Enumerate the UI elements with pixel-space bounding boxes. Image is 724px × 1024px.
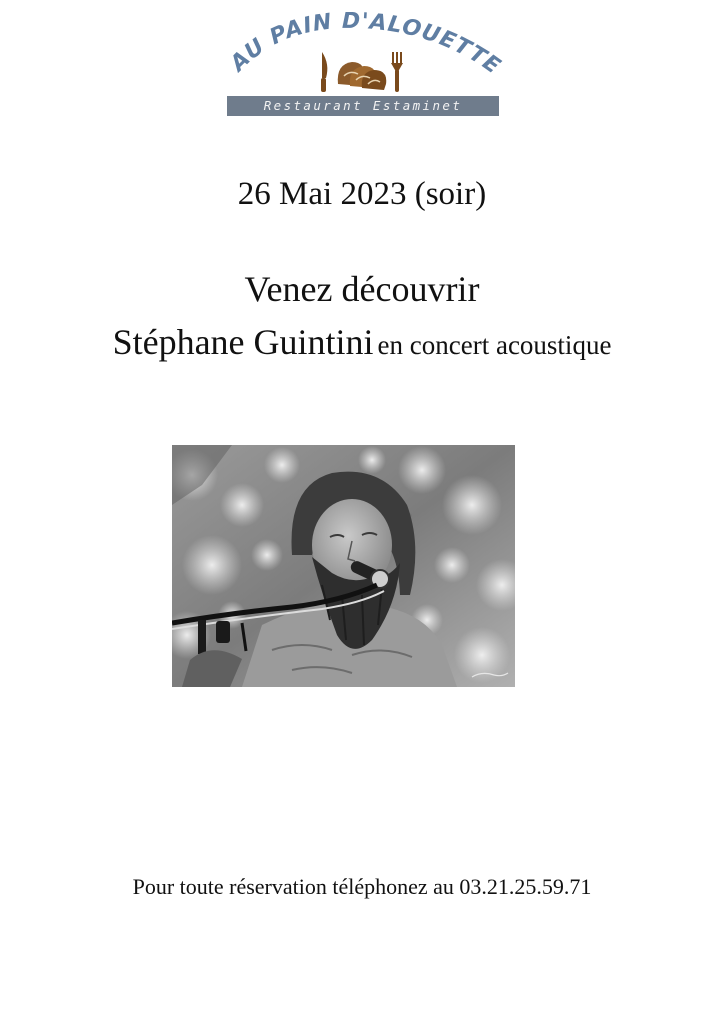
headline-artist-line: [0, 318, 724, 374]
event-date: 26 Mai 2023 (soir): [237, 176, 487, 212]
reservation-contact: Pour toute réservation téléphonez au 03.21.25.59.71: [132, 874, 592, 899]
logo-artwork: [218, 12, 508, 96]
knife-icon: [321, 52, 327, 92]
fork-icon: [391, 52, 403, 92]
bread-icon: [338, 62, 386, 90]
logo-name: AU PAIN D'ALOUETTE: [225, 12, 506, 80]
artist-photo: [172, 445, 515, 687]
artist-name: Stéphane Guintini: [112, 322, 374, 362]
artist-photo-image: [172, 445, 515, 687]
concert-description: en concert acoustique: [377, 330, 612, 360]
logo-tagline: Restaurant Estaminet: [227, 96, 499, 116]
headline-intro: Venez découvrir: [244, 269, 480, 309]
restaurant-logo: [218, 12, 508, 122]
